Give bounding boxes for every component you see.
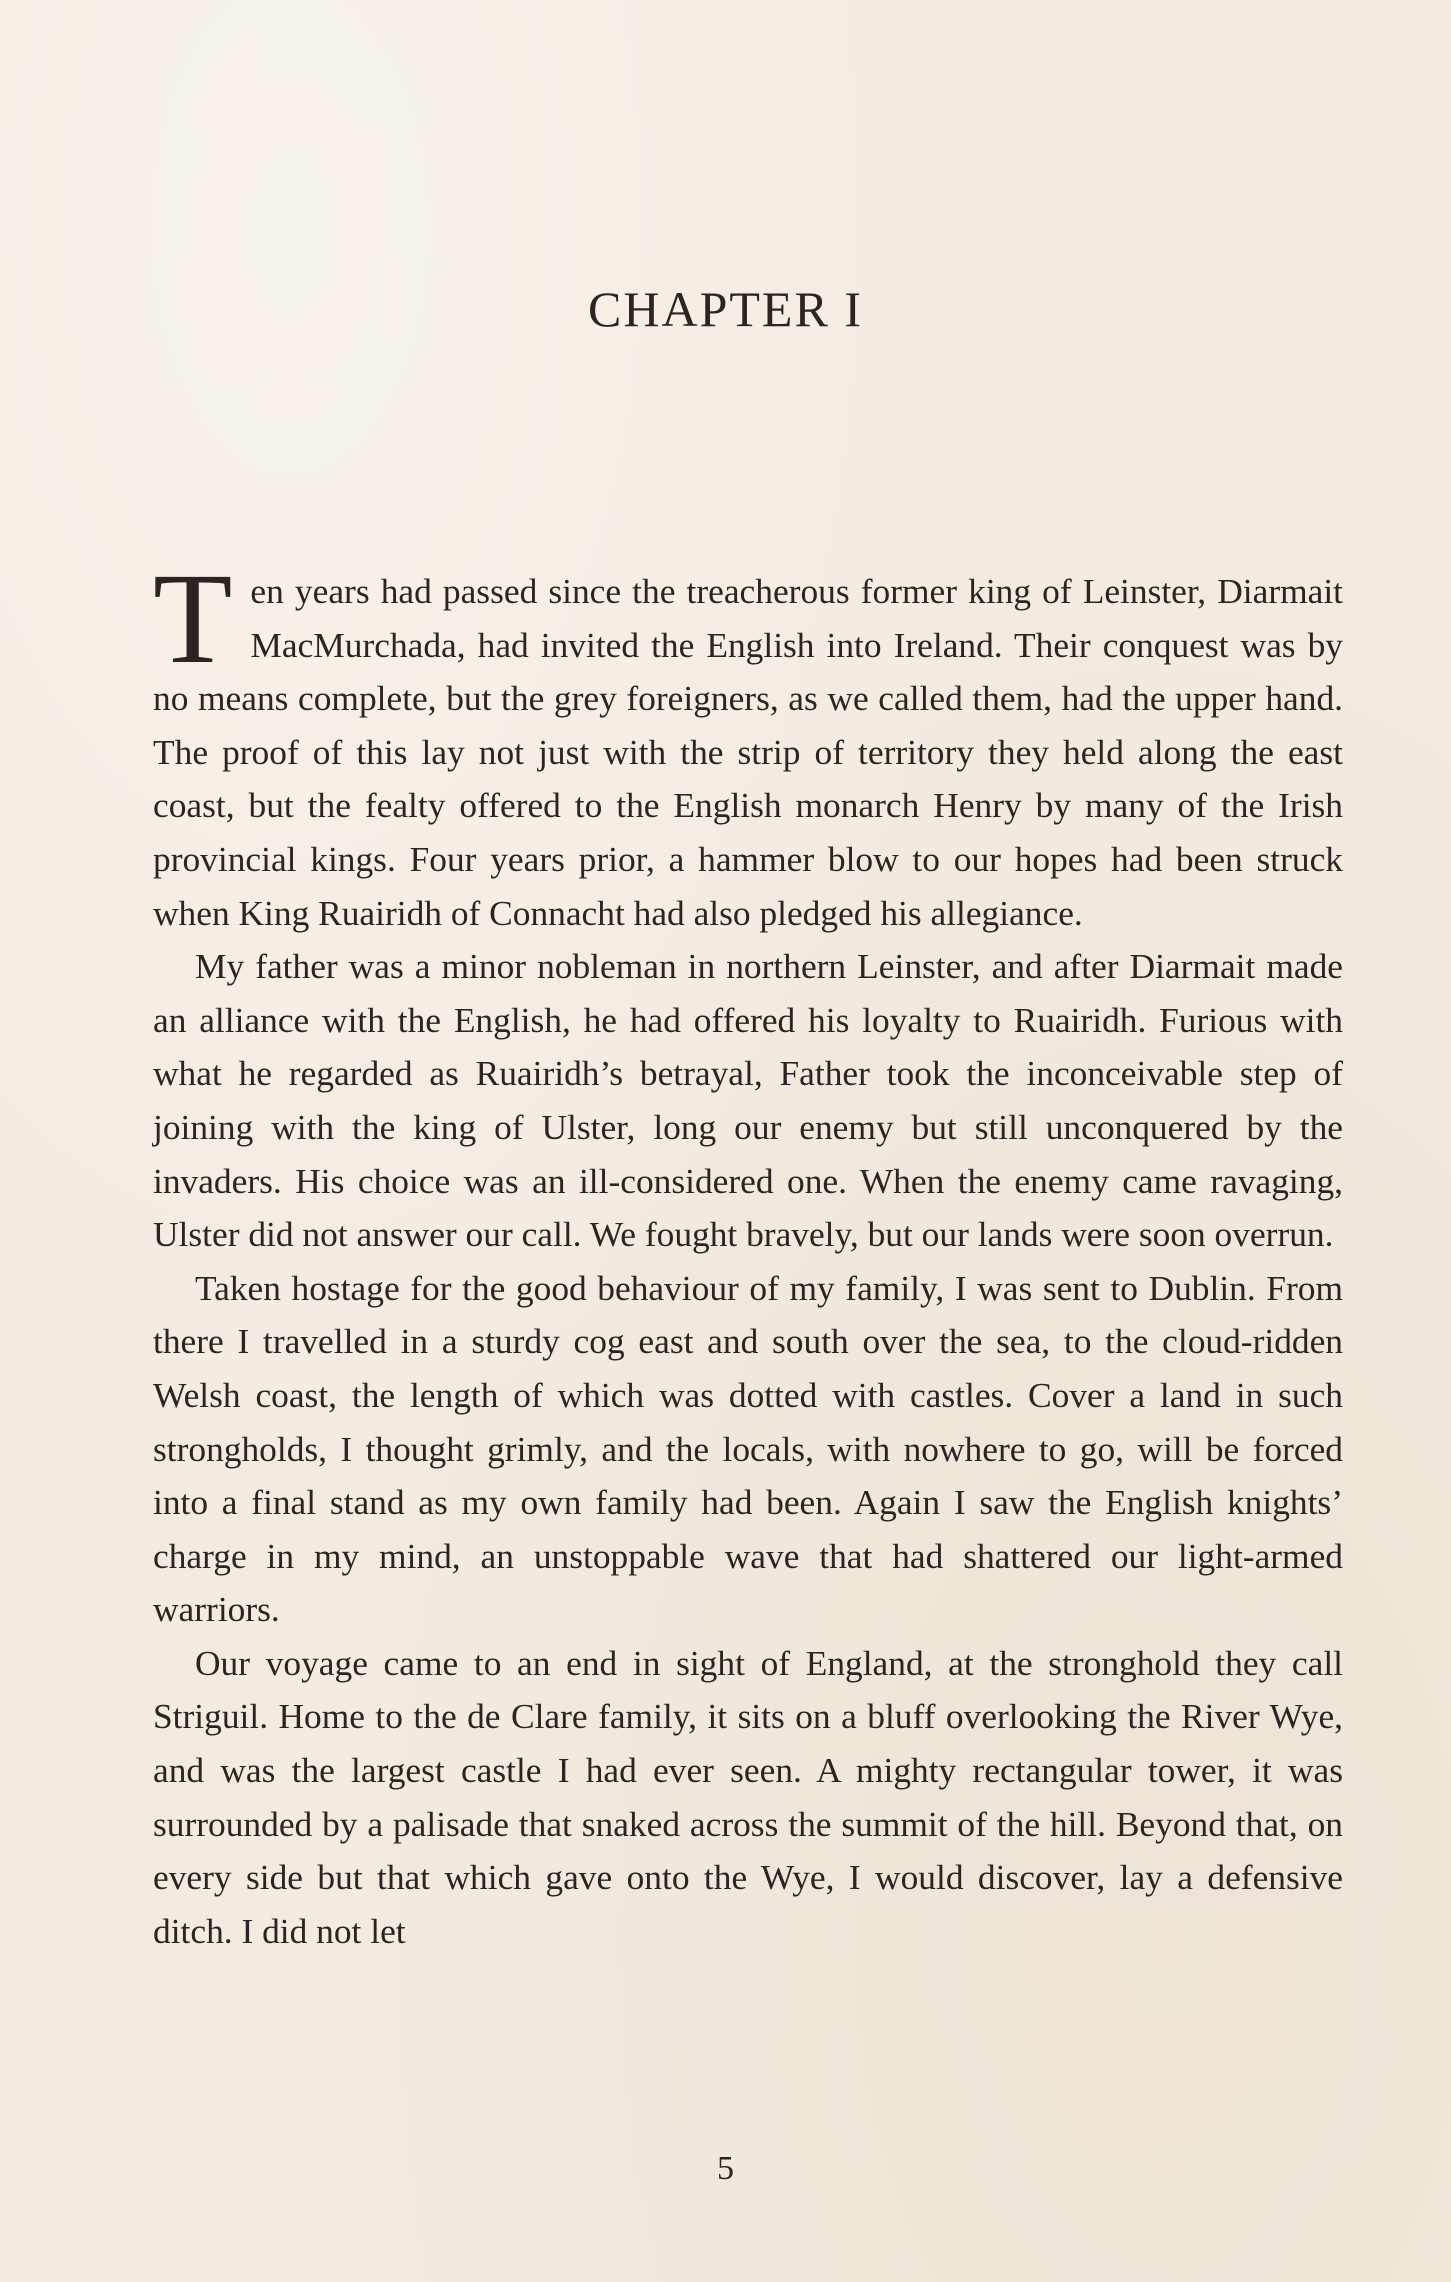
paragraph-1: [153, 547, 1343, 940]
body-text: [153, 547, 1343, 1958]
paragraph-1-text: en years had passed since the treacherous former king of Leinster, Diarmait MacMurchada, had invited the English into Ireland. Their conquest was by no means complete, but the grey foreigners, as we called them, had the upper hand. The proof of this lay not just with the strip of territory they held along the east coast, but the fealty offered to the English monarch Henry by many of the Irish provincial kings. Four years prior, a hammer blow to our hopes had been struck when King Ruairidh of Connacht had also pledged his allegiance.: [153, 571, 1343, 933]
paragraph-3: Taken hostage for the good behaviour of my family, I was sent to Dublin. From there I travelled in a sturdy cog east and south over the sea, to the cloud-ridden Welsh coast, the length of which was dotted with castles. Cover a land in such strongholds, I thought grimly, and the locals, with nowhere to go, will be forced into a final stand as my own family had been. Again I saw the English knights’ charge in my mind, an unstoppable wave that had shattered our light-armed warriors.: [153, 1267, 1343, 1630]
paragraph-4: Our voyage came to an end in sight of England, at the stronghold they call Striguil. Home to the de Clare family, it sits on a bluff overlooking the River Wye, and was the largest castle I had ever seen. A mighty rectangular tower, it was surrounded by a palisade that snaked across the summit of the hill. Beyond that, on every side but that which gave onto the Wye, I would discover, lay a defensive ditch. I did not let: [153, 1642, 1343, 1951]
paragraph-2: My father was a minor nobleman in northern Leinster, and after Diarmait made an alliance with the English, he had offered his loyalty to Ruairidh. Furious with what he regarded as Ruairidh’s betrayal, Father took the inconceivable step of joining with the king of Ulster, long our enemy but still unconquered by the invaders. His choice was an ill-considered one. When the enemy came ravaging, Ulster did not answer our call. We fought bravely, but our lands were soon overrun.: [153, 946, 1343, 1255]
chapter-title: CHAPTER I: [588, 281, 863, 337]
drop-cap: T: [153, 547, 233, 691]
page-number: 5: [717, 2150, 734, 2187]
